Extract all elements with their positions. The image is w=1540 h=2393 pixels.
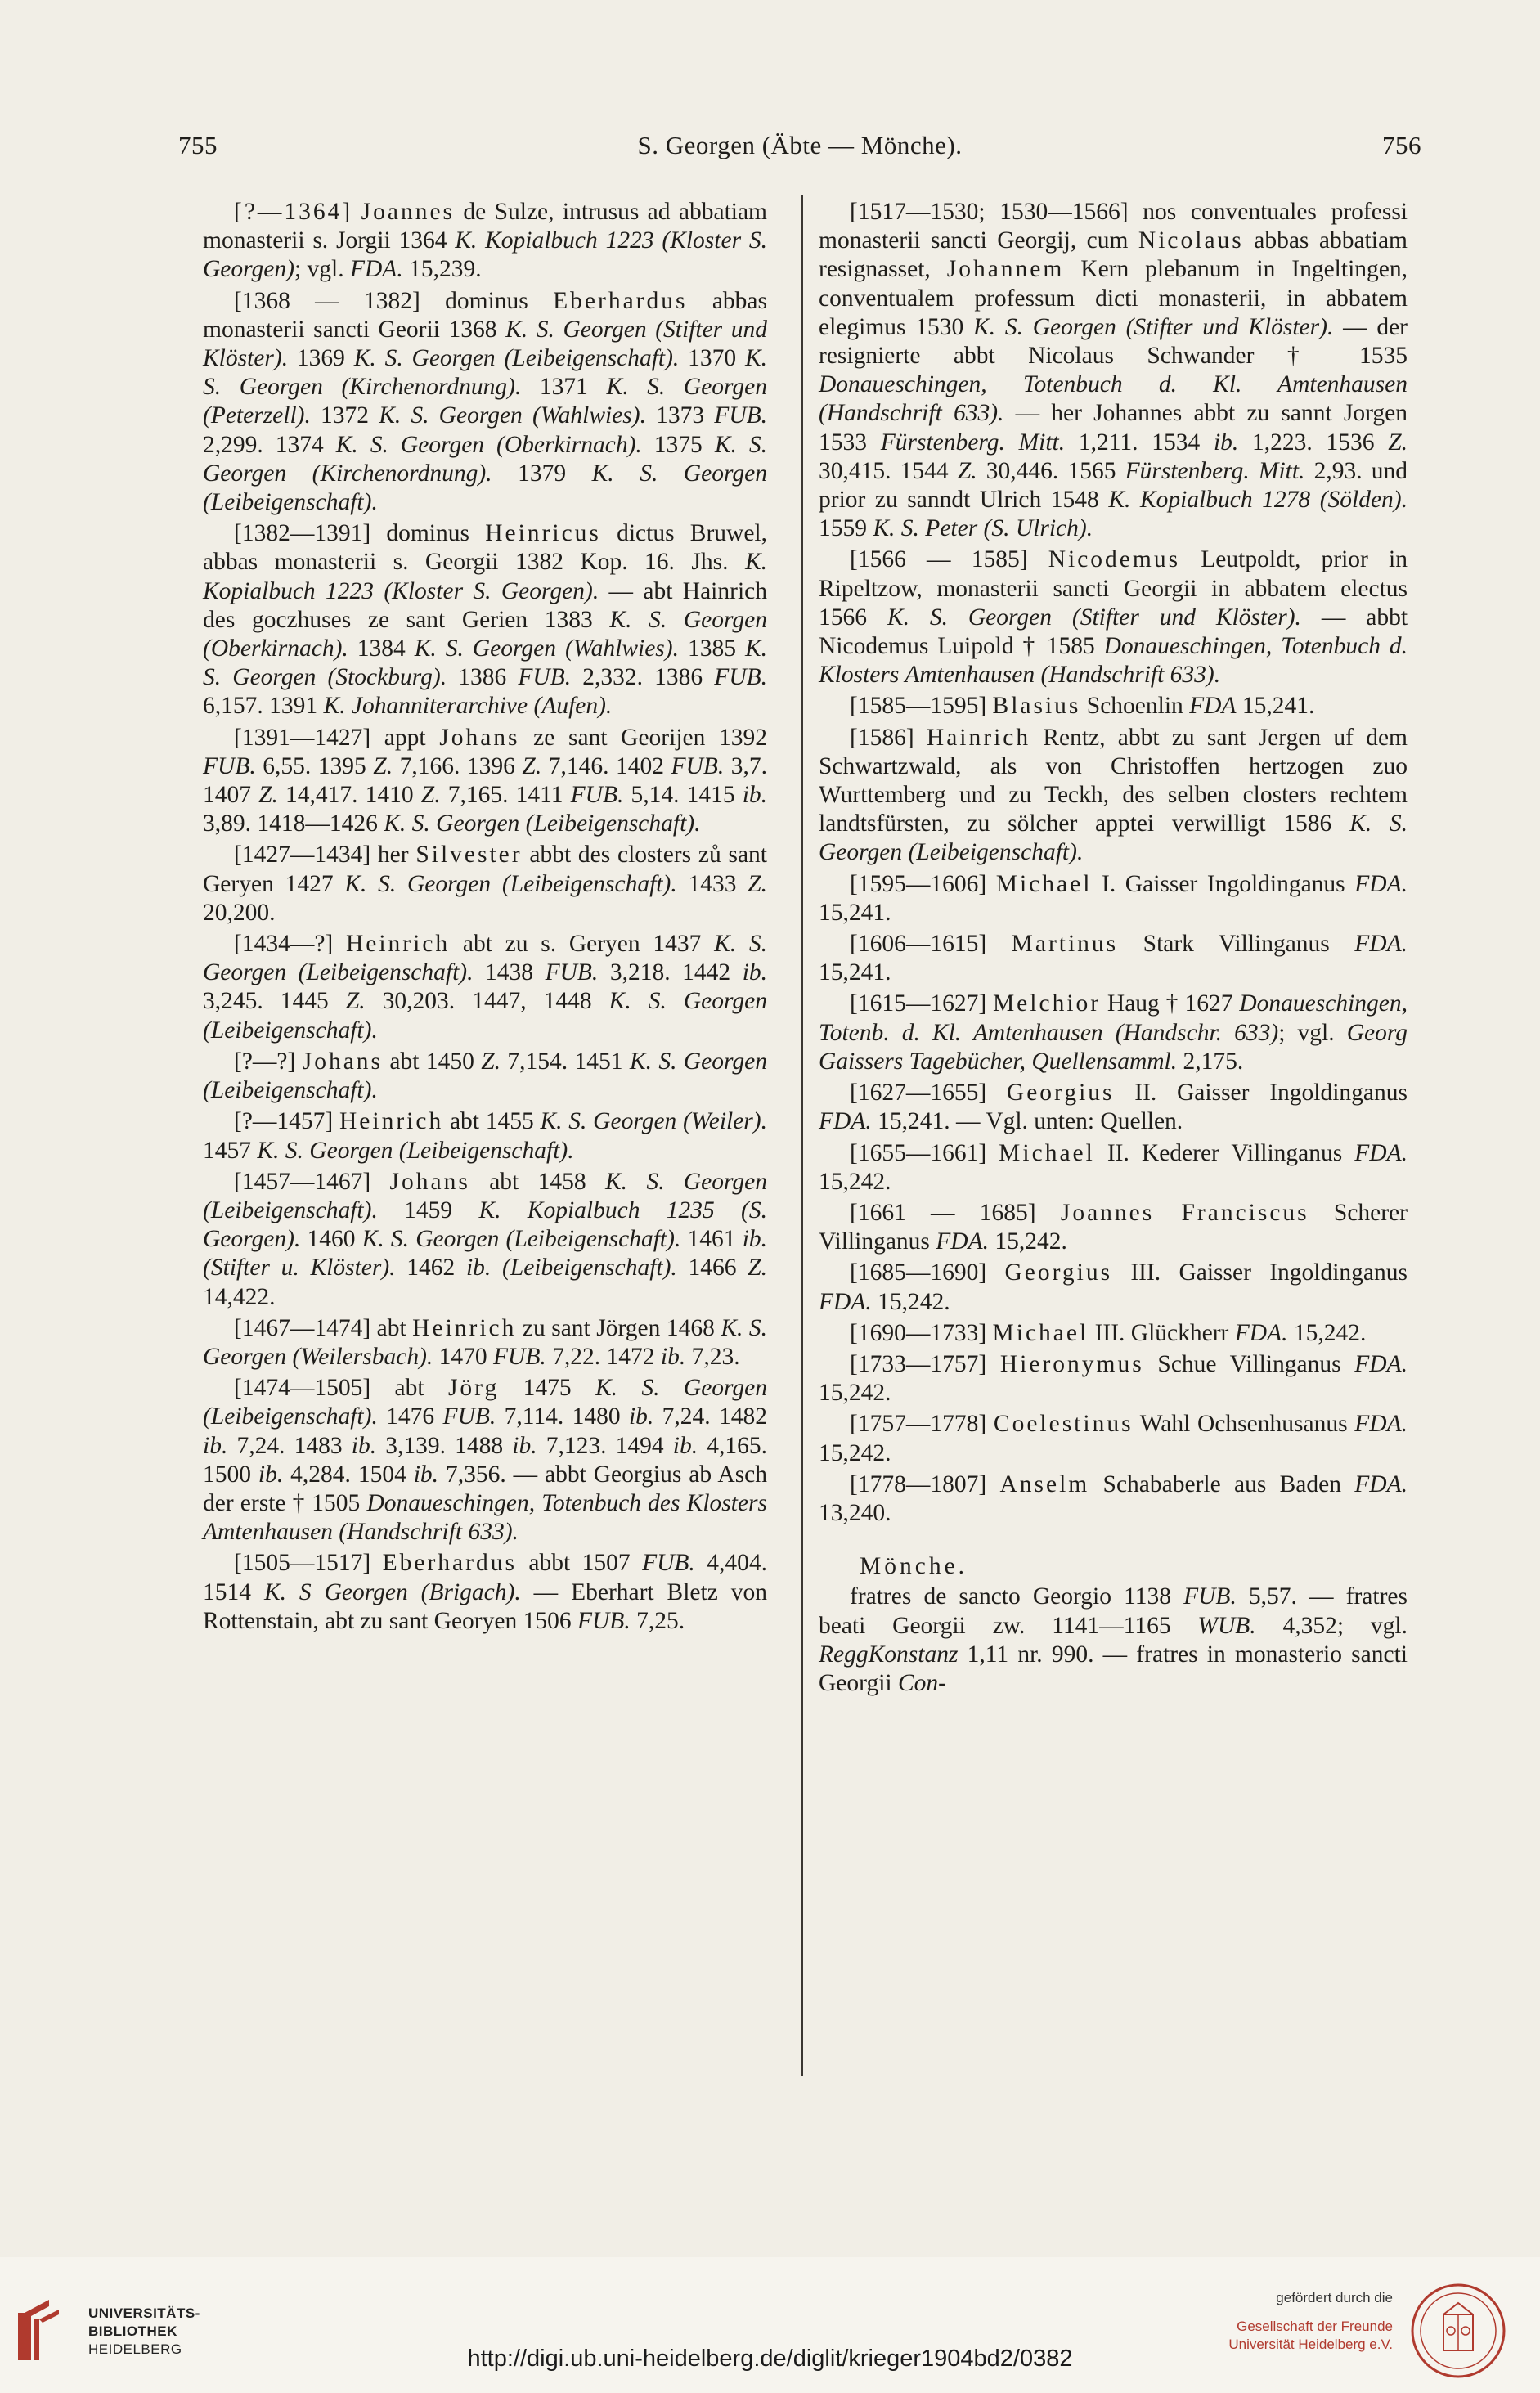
abbot-entry: [1661 — 1685] Joannes Franciscus Scherer Villinganus FDA. 15,242. — [819, 1199, 1408, 1255]
right-column — [819, 198, 1408, 1700]
library-name-line: HEIDELBERG — [88, 2341, 182, 2357]
funder-name-line: Universität Heidelberg e.V. — [1228, 2337, 1393, 2352]
abbot-entry: [1690—1733] Michael III. Glückherr FDA. 15,242. — [850, 1319, 1367, 1346]
abbot-entry: [1434—?] Heinrich abt zu s. Geryen 1437 K. S. Georgen (Leibeigenschaft). 1438 FUB. 3,218. 1442 ib. 3,245. 1445 Z. 30,203. 1447, 1448 K. S. Georgen (Leibeigenschaft). — [203, 931, 768, 1044]
abbot-entry: [1586] Hainrich Rentz, abbt zu sant Jergen uf dem Schwartzwald, als von Christoffen hertzogen zuo Wurttemberg und zu Teckh, des selben closters rechtem landtsfürsten, zu sölcher apptei verwilligt 1586 K. S. Georgen (Leibeigenschaft). — [819, 724, 1408, 866]
abbots-list-continued — [819, 198, 1408, 1528]
funder-name-line: Gesellschaft der Freunde — [1237, 2319, 1393, 2334]
monks-entry: fratres de sancto Georgio 1138 FUB. 5,57. — fratres beati Georgii zw. 1141—1165 WUB. 4,352; vgl. ReggKonstanz 1,11 nr. 990. — fratres in monasterio sancti Georgii Con- — [819, 1583, 1408, 1696]
abbot-entry: [1457—1467] Johans abt 1458 K. S. Georgen (Leibeigenschaft). 1459 K. Kopialbuch 1235 (S. Georgen). 1460 K. S. Georgen (Leibeigenschaft). 1461 ib. (Stifter u. Klöster). 1462 ib. (Leibeigenschaft). 1466 Z. 14,422. — [203, 1168, 768, 1310]
abbot-entry: [1733—1757] Hieronymus Schue Villinganus FDA. 15,242. — [819, 1350, 1408, 1407]
permalink-url[interactable]: http://digi.ub.uni-heidelberg.de/diglit/krieger1904bd2/0382 — [467, 2346, 1073, 2372]
abbot-entry: [1382—1391] dominus Heinricus dictus Bruwel, abbas monasterii s. Georgii 1382 Kop. 16. Jhs. K. Kopialbuch 1223 (Kloster S. Georgen). — abt Hainrich des goczhuses ze sant Gerien 1383 K. S. Georgen (Oberkirnach). 1384 K. S. Georgen (Wahlwies). 1385 K. S. Georgen (Stockburg). 1386 FUB. 2,332. 1386 FUB. 6,157. 1391 K. Johanniterarchive (Aufen). — [203, 520, 768, 720]
abbot-entry: [1391—1427] appt Johans ze sant Georijen 1392 FUB. 6,55. 1395 Z. 7,166. 1396 Z. 7,146. 1402 FUB. 3,7. 1407 Z. 14,417. 1410 Z. 7,165. 1411 FUB. 5,14. 1415 ib. 3,89. 1418—1426 K. S. Georgen (Leibeigenschaft). — [203, 724, 768, 837]
page-number-right: 756 — [1382, 131, 1421, 159]
abbot-entry: [1615—1627] Melchior Haug † 1627 Donaueschingen, Totenb. d. Kl. Amtenhausen (Handschr. 633); vgl. Georg Gaissers Tagebücher, Quellensamml. 2,175. — [819, 990, 1408, 1075]
abbot-entry: [1685—1690] Georgius III. Gaisser Ingoldinganus FDA. 15,242. — [819, 1259, 1408, 1315]
funded-by-label: gefördert durch die — [1276, 2290, 1393, 2305]
abbot-entry: [1585—1595] Blasius Schoenlin FDA 15,241. — [850, 693, 1315, 720]
library-name-line: BIBLIOTHEK — [88, 2323, 177, 2339]
abbot-entry: [1427—1434] her Silvester abbt des closters zů sant Geryen 1427 K. S. Georgen (Leibeigenschaft). 1433 Z. 20,200. — [203, 842, 767, 926]
abbot-entry: [1517—1530; 1530—1566] nos conventuales professi monasterii sancti Georgij, cum Nicolaus abbas abbatiam resignasset, Johannem Kern plebanum in Ingeltingen, conventualem professum dicti monasterii, in abbatem elegimus 1530 K. S. Georgen (Stifter und Klöster). — der resignierte abbt Nicolaus Schwander † 1535 Donaueschingen, Totenbuch d. Kl. Amtenhausen (Handschrift 633). — her Johannes abbt zu sannt Jorgen 1533 Fürstenberg. Mitt. 1,211. 1534 ib. 1,223. 1536 Z. 30,415. 1544 Z. 30,446. 1565 Fürstenberg. Mitt. 2,93. und prior zu sanndt Ulrich 1548 K. Kopialbuch 1278 (Sölden). 1559 K. S. Peter (S. Ulrich). — [819, 199, 1408, 542]
abbot-entry: [1566 — 1585] Nicodemus Leutpoldt, prior in Ripeltzow, monasterii sancti Georgii in abbatem electus 1566 K. S. Georgen (Stifter und Klöster). — abbt Nicodemus Luipold † 1585 Donaueschingen, Totenbuch d. Klosters Amtenhausen (Handschrift 633). — [819, 546, 1408, 689]
funding-credit — [1228, 2290, 1393, 2354]
abbot-entry: [1505—1517] Eberhardus abbt 1507 FUB. 4,404. 1514 K. S Georgen (Brigach). — Eberhart Bletz von Rottenstain, abt zu sant Georyen 1506 FUB. 7,25. — [203, 1550, 768, 1634]
abbot-entry: [1368 — 1382] dominus Eberhardus abbas monasterii sancti Georii 1368 K. S. Georgen (Stifter und Klöster). 1369 K. S. Georgen (Leibeigenschaft). 1370 K. S. Georgen (Kirchenordnung). 1371 K. S. Georgen (Peterzell). 1372 K. S. Georgen (Wahlwies). 1373 FUB. 2,299. 1374 K. S. Georgen (Oberkirnach). 1375 K. S. Georgen (Kirchenordnung). 1379 K. S. Georgen (Leibeigenschaft). — [203, 287, 768, 516]
abbot-entry: [1474—1505] abt Jörg 1475 K. S. Georgen (Leibeigenschaft). 1476 FUB. 7,114. 1480 ib. 7,24. 1482 ib. 7,24. 1483 ib. 3,139. 1488 ib. 7,123. 1494 ib. 4,165. 1500 ib. 4,284. 1504 ib. 7,356. — abbt Georgius ab Asch der erste † 1505 Donaueschingen, Totenbuch des Klosters Amtenhausen (Handschrift 633). — [203, 1375, 768, 1546]
abbot-entry: [?—1364] Joannes de Sulze, intrusus ad abbatiam monasterii s. Jorgii 1364 K. Kopialbuch 1223 (Kloster S. Georgen); vgl. FDA. 15,239. — [203, 199, 768, 283]
abbot-entry: [?—1457] Heinrich abt 1455 K. S. Georgen (Weiler). 1457 K. S. Georgen (Leibeigenschaft). — [203, 1108, 767, 1164]
abbot-entry: [1606—1615] Martinus Stark Villinganus FDA. 15,241. — [819, 931, 1408, 986]
column-divider — [801, 195, 803, 2076]
library-name-line: UNIVERSITÄTS- — [88, 2305, 200, 2321]
abbot-entry: [1595—1606] Michael I. Gaisser Ingoldinganus FDA. 15,241. — [819, 870, 1408, 926]
abbot-entry: [1655—1661] Michael II. Kederer Villinganus FDA. 15,242. — [819, 1139, 1408, 1195]
page-number-left: 755 — [178, 131, 218, 159]
abbot-entry: [?—?] Johans abt 1450 Z. 7,154. 1451 K. S. Georgen (Leibeigenschaft). — [203, 1048, 767, 1104]
university-seal-icon — [1409, 2282, 1507, 2380]
section-heading-monks: Mönche. — [860, 1553, 968, 1580]
page-header — [178, 131, 1421, 180]
footer-bar — [0, 2257, 1540, 2393]
abbot-entry: [1757—1778] Coelestinus Wahl Ochsenhusanus FDA. 15,242. — [819, 1411, 1408, 1466]
left-column — [203, 198, 767, 1638]
abbot-entry: [1467—1474] abt Heinrich zu sant Jörgen 1468 K. S. Georgen (Weilersbach). 1470 FUB. 7,22. 1472 ib. 7,23. — [203, 1314, 767, 1370]
abbot-entry: [1778—1807] Anselm Schababerle aus Baden FDA. 13,240. — [819, 1470, 1408, 1526]
running-title: S. Georgen (Äbte — Mönche). — [637, 131, 963, 159]
abbot-entry: [1627—1655] Georgius II. Gaisser Ingoldinganus FDA. 15,241. — Vgl. unten: Quellen. — [819, 1080, 1408, 1135]
